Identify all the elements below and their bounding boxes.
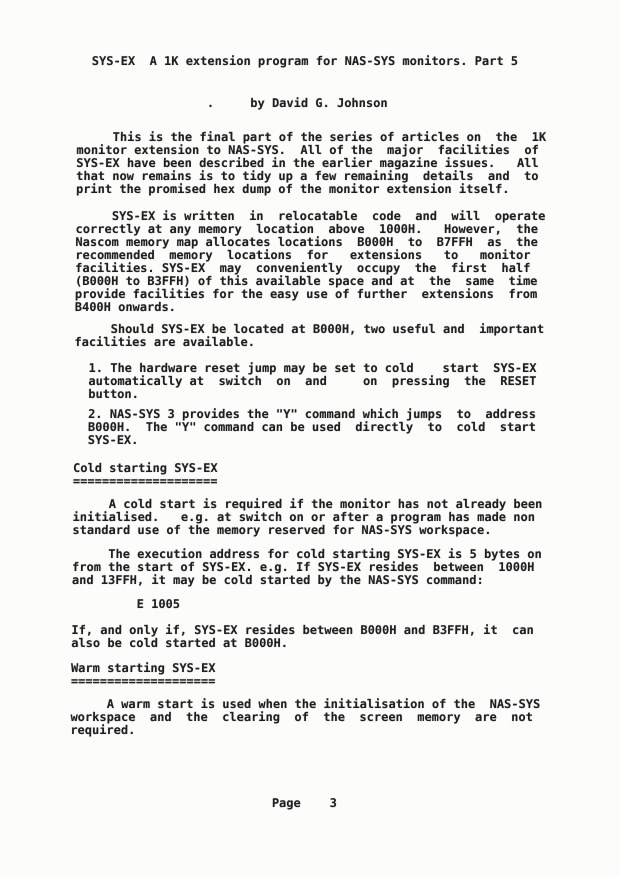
article-byline: . by David G. Johnson (76, 96, 388, 110)
heading-warm-start: Warm starting SYS-EX ==================== (70, 661, 216, 688)
heading-cold-start: Cold starting SYS-EX ==================== (72, 461, 218, 488)
list-item-2: 2. NAS-SYS 3 provides the "Y" command which jumps to address B000H. The "Y" command can be used directly to cold start SYS-EX. (73, 407, 537, 447)
command-example: E 1005 (71, 597, 181, 611)
paragraph-execution-address: The execution address for cold starting SYS-EX is 5 bytes on from the start of SYS-EX. e.g. If SYS-EX resides between 1000H and 13FFH, it may be cold started by the NAS-SYS command: (71, 547, 542, 587)
paragraph-warm-start: A warm start is used when the initialisation of the NAS-SYS workspace and the clearing of the screen memory are not required. (70, 697, 541, 737)
page-footer: Page 3 (69, 796, 337, 810)
paragraph-cold-required: A cold start is required if the monitor has not already been initialised. e.g. at switch on or after a program has made non standard use of the memory reserved for NAS-SYS workspace. (72, 497, 543, 537)
paragraph-cold-b000h: If, and only if, SYS-EX resides between B000H and B3FFH, it can also be cold started at B000H. (71, 623, 534, 650)
list-item-1: 1. The hardware reset jump may be set to cold start SYS-EX automatically at switch on and on pressing the RESET button. (73, 361, 537, 401)
article-title: SYS-EX A 1K extension program for NAS-SYS monitors. Part 5 (77, 54, 519, 68)
paragraph-intro: This is the final part of the series of articles on the 1K monitor extension to NAS-SYS. All of the major facilities of SYS-EX have been described in the earlier magazine issues. All that now remains is to tidy up a few remaining details and to print the promised hex dump of the monitor extension itself. (75, 130, 547, 196)
paragraph-facilities: Should SYS-EX be located at B000H, two useful and important facilities are available. (74, 322, 545, 349)
paragraph-memory-map: SYS-EX is written in relocatable code and will operate correctly at any memory location above 1000H. However, the Nascom memory map allocates locations B000H to B7FFH as the recommended memory locations for extensions to monitor facilities. SYS-EX may conveniently occupy the first half (B000H to B3FFH) of this available space and at the same time provide facilities for the easy use of further extensions from B400H onwards. (74, 209, 546, 314)
